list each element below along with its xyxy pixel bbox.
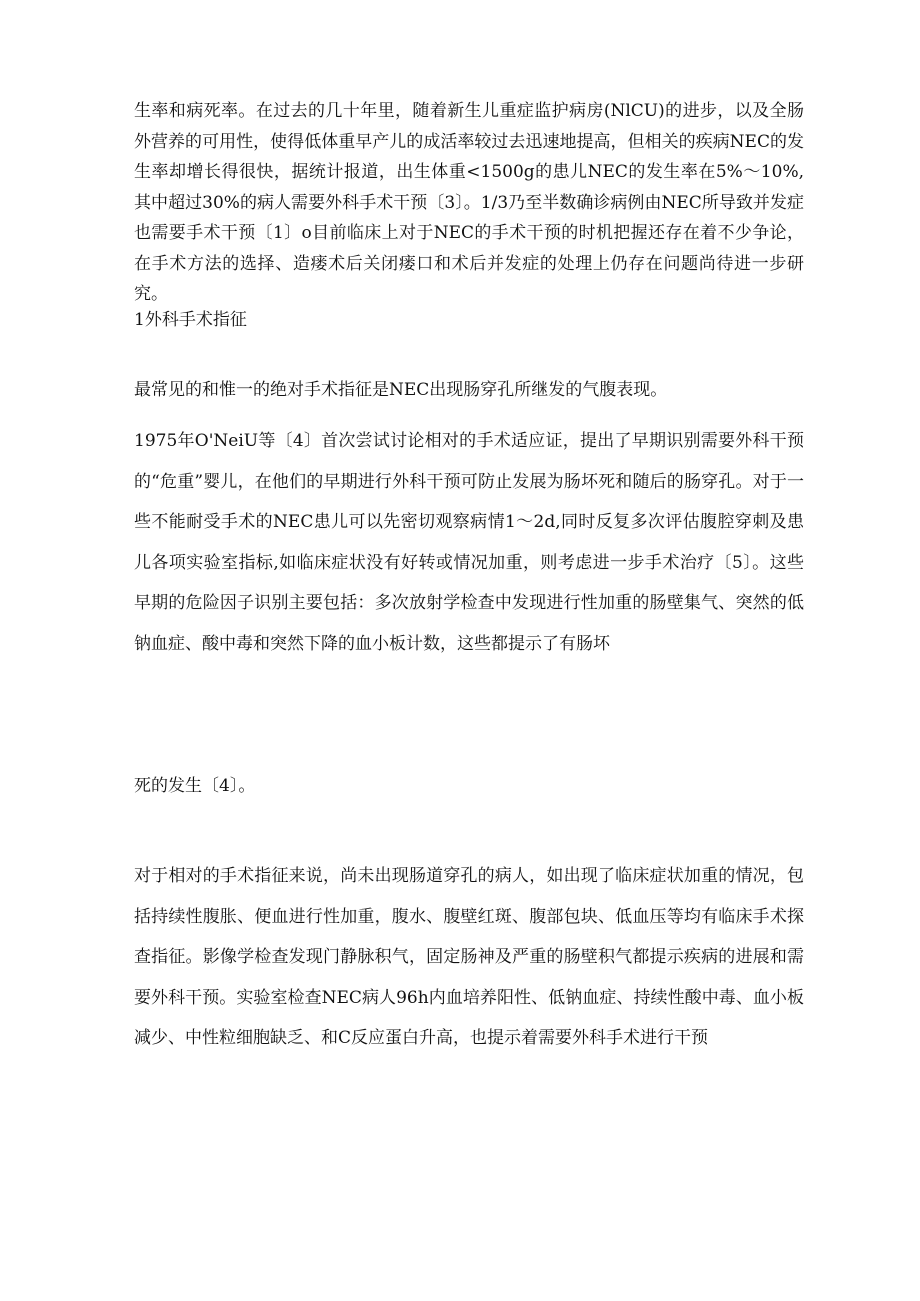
section-heading-block — [134, 305, 804, 335]
relative-indication-block — [134, 856, 804, 1059]
intro-paragraph-block — [134, 96, 804, 310]
early-risk-paragraph: 1975年O'NeiU等〔4〕首次尝试讨论相对的手术适应证，提出了早期识别需要外科干预的“危重”婴儿，在他们的早期进行外科干预可防止发展为肠坏死和随后的肠穿孔。对于一些不能耐受手术的NEC患儿可以先密切观察病情1～2d,同时反复多次评估腹腔穿刺及患儿各项实验室指标,如临床症状没有好转或情况加重，则考虑进一步手术治疗〔5〕。这些早期的危险因子识别主要包括：多次放射学检查中发现进行性加重的肠壁集气、突然的低钠血症、酸中毒和突然下降的血小板计数，这些都提示了有肠坏 — [134, 431, 804, 654]
intro-paragraph: 生率和病死率。在过去的几十年里，随着新生儿重症监护病房(NlCU)的进步，以及全肠外营养的可用性，使得低体重早产儿的成活率较过去迅速地提高，但相关的疾病NEC的发生率却增长得很快，据统计报道，出生体重<1500g的患儿NEC的发生率在5%～10%,其中超过30%的病人需要外科手术干预〔3〕。1/3乃至半数确诊病例由NEC所导致并发症也需要手术干预〔1〕o目前临床上对于NEC的手术干预的时机把握还存在着不少争论，在手术方法的选择、造瘘术后关闭瘘口和术后并发症的处理上仍存在问题尚待进一步研究。 — [134, 101, 804, 304]
relative-indication-paragraph: 对于相对的手术指征来说，尚未出现肠道穿孔的病人，如出现了临床症状加重的情况，包括持续性腹胀、便血进行性加重，腹水、腹壁红斑、腹部包块、低血压等均有临床手术探查指征。影像学检查发现门静脉积气，固定肠神及严重的肠壁积气都提示疾病的进展和需要外科干预。实验室检查NEC病人96h内血培养阳性、低钠血症、持续性酸中毒、血小板减少、中性粒细胞缺乏、和C反应蛋白升高，也提示着需要外科手术进行干预 — [134, 866, 804, 1048]
early-risk-block — [134, 421, 804, 664]
section-heading: 1外科手术指征 — [134, 310, 247, 330]
necrosis-line-block — [134, 771, 804, 801]
necrosis-line: 死的发生〔4〕。 — [134, 776, 256, 796]
absolute-indication-paragraph: 最常见的和惟一的绝对手术指征是NEC出现肠穿孔所继发的气腹表现。 — [134, 380, 668, 400]
absolute-indication-block — [134, 375, 804, 405]
